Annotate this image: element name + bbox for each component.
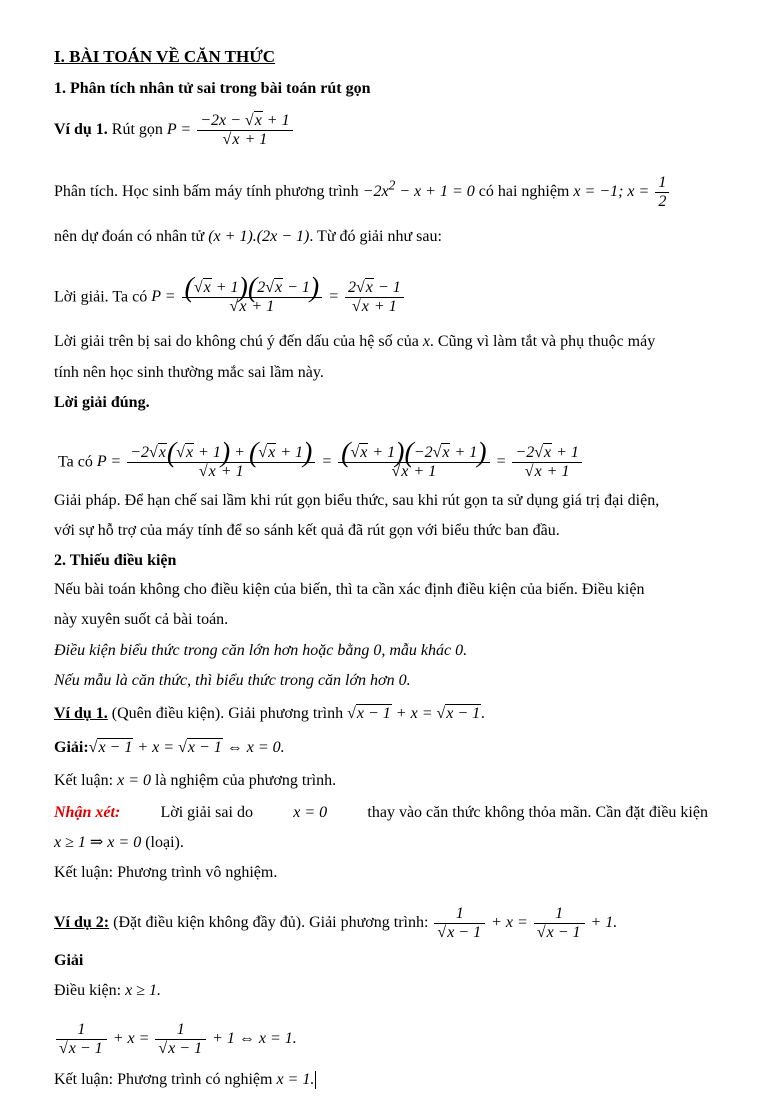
- wrong-solution-label: Lời giải. Ta có: [54, 288, 148, 306]
- math-remark-condition: x ≥ 1 ⇒ x = 0: [54, 834, 142, 851]
- math-x-eq-1: x = 1.: [276, 1071, 315, 1088]
- section-title: I. BÀI TOÁN VỀ CĂN THỨC: [54, 47, 276, 66]
- math-correct-solution: P = $\frac{-2√x(√x + 1) + (√x + 1)}{√x + 1}$ = $\frac{(√x + 1)(-2√x + 1)}{√x + 1}$ = $\frac{-2√x + 1}{√x + 1}$: [97, 453, 584, 470]
- example-3-condition: [54, 981, 161, 1001]
- text-cursor[interactable]: [315, 1071, 316, 1089]
- solution-line-2: với sự hỗ trợ của máy tính để so sánh kết quả đã rút gọn với biểu thức ban đầu.: [54, 522, 560, 539]
- analysis-text: Phân tích. Học sinh bấm máy tính phương trình: [54, 183, 359, 201]
- example-3-solution: [54, 1021, 297, 1058]
- analysis-line-1: [54, 174, 671, 211]
- example-2: [54, 704, 485, 724]
- math-quadratic: $-2x^2 - x + 1 = 0$: [362, 177, 475, 201]
- example-2-final: Kết luận: Phương trình vô nghiệm.: [54, 864, 278, 881]
- math-roots: x = −1; x = $\frac{1}{2}$: [573, 183, 671, 200]
- math-x-eq-0: x = 0: [117, 772, 151, 789]
- example-2-conclusion: [54, 771, 336, 791]
- analysis-text-b: có hai nghiệm: [478, 183, 570, 201]
- explain-text-b: . Cũng vì làm tắt và phụ thuộc máy: [429, 333, 656, 350]
- math-p-def: P = $\frac{-2x - √x + 1}{√x + 1}$: [167, 121, 295, 138]
- remark-line-2-text: (loại).: [145, 834, 184, 851]
- remark-line-1: [54, 803, 708, 823]
- condition-italic-1: Điều kiện biểu thức trong căn lớn hơn hoặc bằng 0, mẫu khác 0.: [54, 642, 468, 659]
- final-conclusion-text: Kết luận: Phương trình có nghiệm: [54, 1071, 273, 1088]
- explain-line-2: tính nên học sinh thường mắc sai lầm này.: [54, 364, 324, 381]
- correct-solution-title: Lời giải đúng.: [54, 394, 150, 411]
- example-3: [54, 905, 617, 942]
- example-3-solution-label: Giải: [54, 952, 84, 969]
- remark-text-b: thay vào căn thức không thỏa mãn. Cần đặt điều kiện: [367, 804, 708, 821]
- example-2-label: Ví dụ 1.: [54, 705, 108, 722]
- subsection-1-title: 1. Phân tích nhân tử sai trong bài toán rút gọn: [54, 80, 371, 97]
- explain-text: Lời giải trên bị sai do không chú ý đến dấu của hệ số của: [54, 333, 419, 350]
- example-2-solution-label: Giải:: [54, 739, 89, 756]
- correct-solution: [58, 437, 584, 481]
- conclusion-label: Kết luận:: [54, 772, 114, 789]
- math-example-2-solution: √x − 1 + x = √x − 1 ⇔ x = 0.: [88, 739, 285, 756]
- math-x-ge-1: x ≥ 1.: [125, 982, 161, 999]
- math-example-2-eq: √x − 1 + x = √x − 1.: [347, 705, 486, 722]
- example-1: [54, 112, 295, 149]
- example-1-text: Rút gọn: [111, 121, 163, 139]
- condition-italic-2: Nếu mẫu là căn thức, thì biểu thức trong căn lớn hơn 0.: [54, 672, 411, 689]
- math-example-3-eq: $\frac{1}{√x - 1}$ + x = $\frac{1}{√x - 1}$ + 1.: [432, 914, 617, 931]
- math-example-3-solution: $\frac{1}{√x - 1}$ + x = $\frac{1}{√x - 1}$ + 1 ⇔ x = 1.: [54, 1030, 297, 1047]
- math-remark-x0: x = 0: [293, 804, 328, 821]
- example-2-text: (Quên điều kiện). Giải phương trình: [111, 705, 344, 722]
- remark-text: Lời giải sai do: [160, 804, 253, 821]
- correct-intro: Ta có: [58, 453, 93, 471]
- analysis-text-2b: . Từ đó giải như sau:: [309, 228, 442, 245]
- math-factor: (x + 1).(2x − 1): [208, 228, 310, 245]
- remark-label: Nhận xét:: [54, 804, 121, 821]
- remark-line-2: [54, 833, 184, 853]
- example-3-label: Ví dụ 2:: [54, 914, 110, 932]
- conclusion-text: là nghiệm của phương trình.: [155, 772, 337, 789]
- condition-line-1: Nếu bài toán không cho điều kiện của biến, thì ta cần xác định điều kiện của biến. Điều kiện: [54, 581, 645, 598]
- wrong-solution: [54, 272, 406, 316]
- subsection-2-title: 2. Thiếu điều kiện: [54, 552, 177, 569]
- analysis-text-2: nên dự đoán có nhân tử: [54, 228, 205, 245]
- math-wrong-solution: P = $\frac{(√x + 1)(2√x - 1)}{√x + 1}$ = $\frac{2√x - 1}{√x + 1}$: [151, 288, 405, 305]
- example-2-solution: [54, 738, 285, 758]
- example-1-label: Ví dụ 1.: [54, 121, 108, 139]
- correct-solution-title-text: Lời giải đúng: [54, 394, 146, 411]
- analysis-line-2: [54, 227, 442, 247]
- condition-line-2: này xuyên suốt cả bài toán.: [54, 611, 229, 628]
- explain-line-1: Lời giải trên bị sai do không chú ý đến dấu của hệ số của x. Cũng vì làm tắt và phụ thuộc máy: [54, 333, 656, 350]
- example-3-final: [54, 1070, 316, 1090]
- solution-line-1: Giải pháp. Để hạn chế sai lầm khi rút gọn biểu thức, sau khi rút gọn ta sử dụng giá trị đại diện,: [54, 492, 660, 509]
- condition-label: Điều kiện:: [54, 982, 122, 999]
- example-3-text: (Đặt điều kiện không đầy đủ). Giải phương trình:: [113, 914, 429, 932]
